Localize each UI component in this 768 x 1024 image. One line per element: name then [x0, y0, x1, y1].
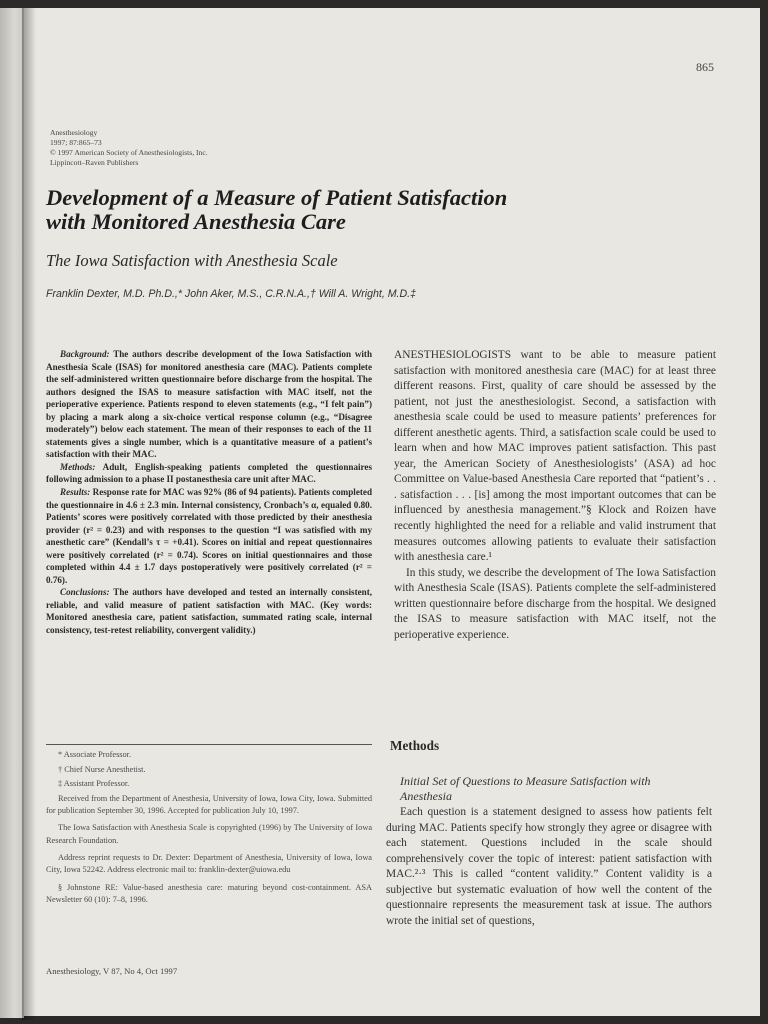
journal-name: Anesthesiology: [50, 128, 98, 137]
book-spine-shadow: [22, 8, 36, 1020]
journal-citation: [50, 128, 208, 168]
abstract-methods-text: Adult, English-speaking patients completed the questionnaires following admission to a phase II postanesthesia care unit after MAC.: [46, 461, 372, 485]
publisher-line: Lippincott–Raven Publishers: [50, 158, 139, 167]
abstract-conclusions: [46, 586, 372, 636]
footnote-received: Received from the Department of Anesthesia, University of Iowa, Iowa City, Iowa. Submitted for publication September 30, 1996. Accepted for publication July 10, 1997.: [46, 793, 372, 815]
footnote-reprint: Address reprint requests to Dr. Dexter: Department of Anesthesia, University of Iowa, Iowa City, Iowa 52242. Address electronic mail to: franklin-dexter@uiowa.edu: [46, 853, 372, 875]
methods-section: [386, 805, 712, 929]
abstract-background: [46, 348, 372, 461]
abstract-background-heading: Background:: [60, 349, 110, 359]
abstract-background-text: The authors describe development of the Iowa Satisfaction with Anesthesia Scale (ISAS) for monitored anesthesia care (MAC). Patients complete the self-administered written questionnaire before discharge from the hospital. The authors designed the ISAS to measure satisfaction with MAC itself, not the perioperative experience. Patients respond to eleven statements (e.g., “I felt pain”) by placing a mark along a six-choice vertical response column (e.g., “Disagree moderately”) below each statement. The mean of their responses to each of the 11 statements gives a single number, which is a quantitative measure of a patient’s satisfaction with their MAC.: [46, 349, 373, 460]
page-number: 865: [696, 60, 714, 74]
footnote-divider: [46, 744, 372, 745]
footnote-chief: † Chief Nurse Anesthetist.: [58, 764, 146, 774]
copyright-line: © 1997 American Society of Anesthesiologists, Inc.: [50, 148, 208, 157]
footnotes: [46, 749, 372, 912]
running-footer: Anesthesiology, V 87, No 4, Oct 1997: [46, 966, 178, 976]
footnote-associate: * Associate Professor.: [58, 750, 132, 759]
intro-paragraph-2: In this study, we describe the development of The Iowa Satisfaction with Anesthesia Scale (ISAS). Patients complete the self-administered written questionnaire before discharge from the hospital. We designed the ISAS to measure satisfaction with MAC itself, not the perioperative experience.: [394, 566, 716, 641]
methods-heading: Methods: [390, 738, 440, 753]
facing-page-edge: [0, 8, 24, 1018]
intro-paragraph-1: ANESTHESIOLOGISTS want to be able to measure patient satisfaction with monitored anesthesia care (MAC) for at least three different reasons. First, quality of care should be assessed by the patient, not just the anesthesiologist. Second, a satisfaction with anesthesia scale could be used to measure patients’ preferences for different anesthetic agents. Third, a satisfaction scale could be used to learn when and how MAC improves patient satisfaction. This past year, the American Society of Anesthesiologists’ (ASA) ad hoc Committee on Value-based Anesthesia Care reported that “patient’s . . . satisfaction . . . [is] among the most important outcomes that can be influenced by anesthesia management.”§ Klock and Roizen have recently highlighted the need for a reliable and valid instrument that measures outcomes allowing patients to evaluate their satisfaction with anesthesia care.¹: [394, 349, 716, 564]
abstract-results: [46, 486, 372, 586]
article-page: [24, 8, 760, 1016]
introduction: [394, 348, 716, 643]
article-title: [46, 186, 686, 234]
abstract-conclusions-heading: Conclusions:: [60, 587, 110, 598]
title-line-1: Development of a Measure of Patient Satisfaction: [46, 185, 508, 210]
abstract: [46, 348, 372, 637]
footnote-johnstone: § Johnstone RE: Value-based anesthesia care: maturing beyond cost-containment. ASA Newsletter 60 (10): 7–8, 1996.: [46, 882, 372, 904]
footnote-copyright: The Iowa Satisfaction with Anesthesia Scale is copyrighted (1996) by The University of Iowa Research Foundation.: [46, 823, 372, 845]
title-line-2: with Monitored Anesthesia Care: [46, 209, 346, 234]
author-list: Franklin Dexter, M.D. Ph.D.,* John Aker, M.S., C.R.N.A.,† Will A. Wright, M.D.‡: [46, 288, 416, 300]
abstract-results-heading: Results:: [60, 487, 91, 498]
abstract-methods-heading: Methods:: [60, 461, 96, 472]
abstract-conclusions-text: The authors have developed and tested an internally consistent, reliable, and valid measure of patient satisfaction with MAC. (Key words: Monitored anesthesia care, patient satisfaction, summated rating scale, internal consistency, test-retest reliability, convergent validity.): [46, 587, 372, 636]
journal-volume: 1997; 87:865–73: [50, 138, 102, 147]
footnote-assistant: ‡ Assistant Professor.: [58, 779, 130, 789]
article-subtitle: The Iowa Satisfaction with Anesthesia Scale: [46, 251, 338, 270]
methods-subheading: Initial Set of Questions to Measure Satisfaction with Anesthesia: [400, 774, 651, 803]
abstract-results-text: Response rate for MAC was 92% (86 of 94 patients). Patients completed the questionnaire in 4.6 ± 2.3 min. Internal consistency, Cronbach’s α, equaled 0.80. Patients’ scores were positively correlated with those predicted by their anesthesia provider (r² = 0.23) and with responses to the question “I was satisfied with my anesthetic care” (Kendall’s τ = +0.41). Scores on initial and repeat questionnaires were positively correlated (r² = 0.74). Scores on initial questionnaires and those completed within 4.4 ± 1.7 days postoperatively were positively correlated (r² = 0.76).: [46, 487, 372, 585]
methods-paragraph-1: Each question is a statement designed to assess how patients felt during MAC. Patients specify how strongly they agree or disagree with each statement. Questions included in the scale should comprehensively cover the topic of interest: patient satisfaction with MAC.²·³ This is called “content validity.” Content validity is a subjective but systematic evaluation of how well the content of the questionnaire represents the measurement task at issue. The authors wrote the initial set of questions,: [386, 806, 712, 927]
abstract-methods: [46, 461, 372, 486]
